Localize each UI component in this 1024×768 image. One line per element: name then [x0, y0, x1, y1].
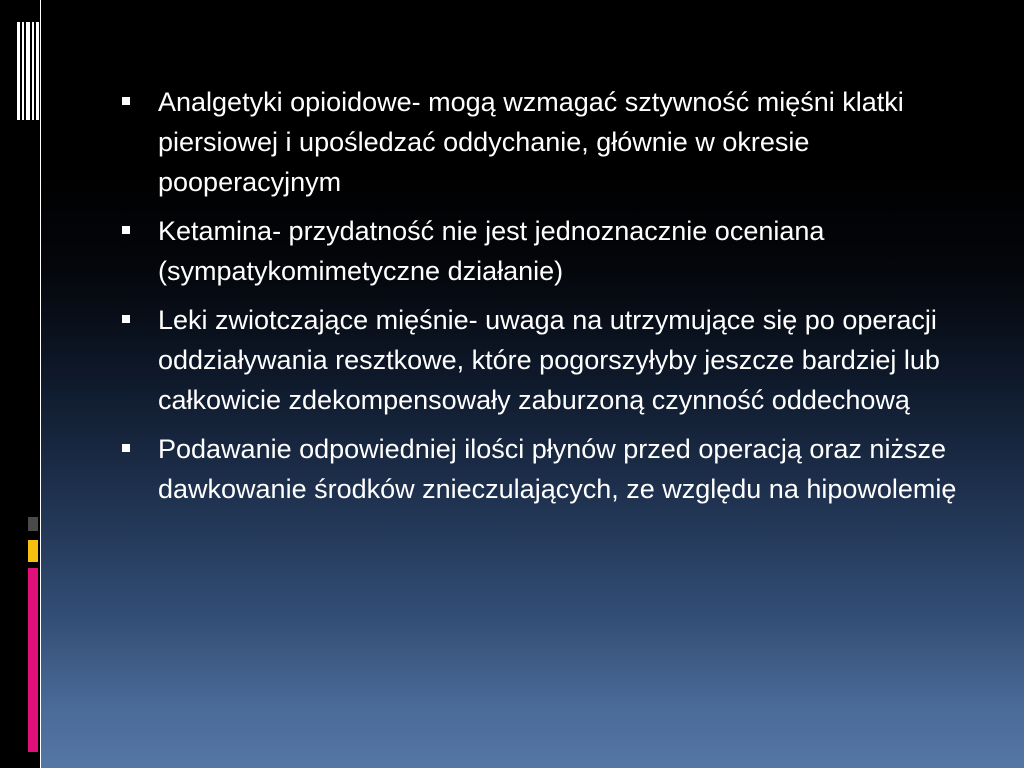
bullet-text: Podawanie odpowiedniej ilości płynów przed operacją oraz niższe dawkowanie środków znieczulających, ze względu na hipowolemię: [158, 434, 957, 504]
bullet-text: Ketamina- przydatność nie jest jednoznacznie oceniana (sympatykomimetyczne działanie): [158, 216, 825, 286]
bullet-item: [118, 211, 958, 291]
accent-bar-gray: [28, 517, 38, 531]
square-bullet-icon: [122, 315, 130, 323]
accent-bar-pink: [28, 568, 38, 752]
bullet-list: [118, 82, 958, 509]
bullet-item: [118, 429, 958, 509]
barcode-decoration: [17, 22, 41, 120]
square-bullet-icon: [122, 444, 130, 452]
bullet-item: [118, 300, 958, 420]
square-bullet-icon: [122, 226, 130, 234]
slide-content: [118, 82, 958, 518]
accent-bar-yellow: [28, 540, 38, 562]
bullet-text: Analgetyki opioidowe- mogą wzmagać sztywność mięśni klatki piersiowej i upośledzać oddychanie, głównie w okresie pooperacyjnym: [158, 87, 904, 197]
square-bullet-icon: [122, 97, 130, 105]
bullet-item: [118, 82, 958, 202]
bullet-text: Leki zwiotczające mięśnie- uwaga na utrzymujące się po operacji oddziaływania resztkowe, które pogorszyłyby jeszcze bardziej lub całkowicie zdekompensowały zaburzoną czynność oddechową: [158, 305, 940, 415]
